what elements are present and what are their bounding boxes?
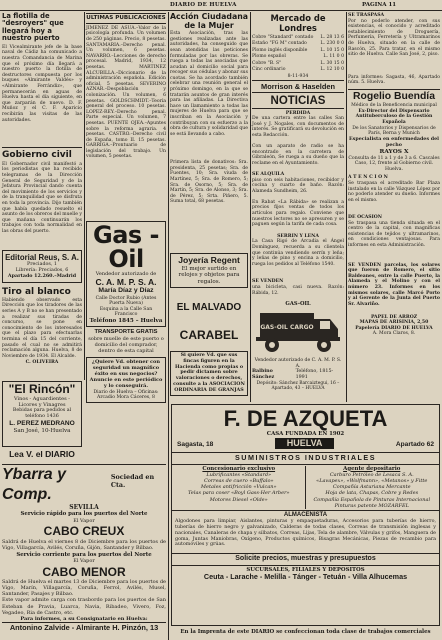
noticias-headline: NOTICIAS (252, 94, 344, 109)
gobierno-headline: Gobierno civil (2, 149, 72, 160)
gas-oil-vendor-row (252, 369, 344, 381)
perdida-label: PERDIDA (285, 110, 311, 116)
joyeria-regent-text: El mejor surtido en relojes y objetos para regalos. (178, 265, 240, 286)
accion-donations: Primera lista de donativos: Sra. presidenta, 25 pesetas; Sra. de Fuentes, 10; Sra. viuda de Martínez, 5; Sra. de Romero, 5; Sra. de Osorno, 5; Sra. de Martín, 5; Sra. de Alonso, 3; Sra. de Pérez, 5; Srta. Piñero, 5. Suma total, 68 pesetas. (170, 160, 248, 205)
gas-oil-vendor-phone: Teléfono, 1815-1991 (295, 369, 334, 381)
rogelio-rayos-x: RAYOS X (379, 148, 409, 155)
azqueta-name: F. DE AZQUETA (223, 406, 388, 431)
rabida-notice: En Rabat «La Rábida» se realizan a precios fijos ventas de todos los artículos para regalo. Conviene que nuestros lectores no se apresuren y se paguen según la tarifa de cada cosa. (252, 199, 344, 228)
metal-price: L. 28 13 6 (320, 34, 344, 40)
gas-oil-owner: María Díaz y Díaz (98, 287, 154, 295)
hallazgo-notice: Con un aparato de radio se ha encontrado en la carretera de Gibraleón, Se ruega a su dueño que la reclame en el Ayuntamiento. (252, 144, 344, 167)
transporte-notice (86, 329, 166, 354)
azqueta-address-row (172, 438, 439, 449)
list-item: Correas de cuero «Buffalo» (203, 478, 274, 485)
el-malvado-ad: EL MALVADO (176, 302, 242, 314)
azqueta-city: HUELVA (275, 438, 335, 449)
gas-oil-vendor-name: Balbino Sánchez (252, 368, 275, 381)
gas-oil-address-2: Esquina a la Calle San Francisco (99, 306, 153, 318)
ybarra-ship-1-details: Saldrá de Huelva el viernes 8 de Diciembre para los puertos de Vigo, Villagarcía, Avilés, Coruña, Gijón, Santander y Bilbao. (2, 538, 166, 551)
azqueta-concesionario-col (175, 466, 306, 509)
rogelio-specialty: Especialista en enfermedades del pecho (349, 135, 439, 148)
atencion-notice: Se traspasa el acreditado Bar Plaza instalado en la calle Vázquez López por no poderlo atender su dueño. Informes en el mismo. (348, 180, 440, 203)
ultimas-headline: ULTIMAS PUBLICACIONES (86, 13, 166, 24)
truck-illustration (252, 307, 344, 355)
gas-oil-title: Gas - Oil (93, 220, 159, 273)
list-item: Metales antifricción «Vulcan» (200, 484, 277, 491)
traspasa-info: Para informes: Sagasta, 46, Apartado núm. 5. Huelva. (348, 74, 440, 86)
list-item: Compañía Asturiana Mercante (332, 484, 411, 491)
metal-label: Plomo inglés disponible (252, 47, 308, 53)
column-rule (346, 12, 347, 402)
masthead-page-number: PAGINA 11 (362, 2, 397, 8)
joyeria-regent-ad (170, 253, 248, 288)
ybarra-shipping-ad (2, 464, 166, 640)
editorial-reus-ad (2, 250, 82, 283)
accion-headline: Acción Ciudadana de la Mujer (170, 12, 249, 30)
table-row (252, 67, 344, 73)
hacienda-ad: Si quiere Vd. que sus fincas figuren en la Hacienda como propias o pedir dictamen sobre valoraciones o derechos, consulte a la ASOCIACION ORDINARIA DE GRANJAS (170, 351, 248, 396)
rogelio-title-3: De los Sanatorios y Dispensarios de París, Berna y Munich (352, 125, 436, 137)
venden-parcelas-notice: SE VENDEN parcelas, los solares que fueron de Romero, el sitio Baldeanes, entre la calle Puerto, la Alameda y el Molino y con el número 23. Informes en los mismos solares, calle Marcó Porto y al Gerente de la Junta del Puerto Sr. Alvariño. (348, 262, 440, 307)
mapas-price: MAPAS DE ARISINIA, 2,50 (359, 320, 429, 326)
vende-headline: SE VENDEN (252, 279, 284, 285)
rogelio-name: Rogelio Buendía (353, 90, 435, 102)
perdida-notice: De una cartera entre las calles San José y J. Nogales, con documentos de interés. Se gratificará su devolución en esta Redacción. (252, 116, 344, 139)
column-rule (250, 12, 251, 402)
column-rule (168, 402, 169, 640)
el-rincon-address: San José, 10-Huelva (13, 428, 71, 435)
metal-price: L. 12 10 0 (320, 67, 344, 73)
editorial-reus-name: Editorial Reus, S. A. (5, 252, 79, 262)
rogelio-hours: Consulta de 11 a 1 y de 3 a 6. Cascales Caso, 12, frente al Gobierno civil. Huelva. (348, 155, 440, 172)
metal-label: Cinc ordinario (252, 67, 286, 73)
list-item: Hoja de lata, Chapas, Cobre y Redes (325, 490, 419, 497)
quiere-text: ¿Quiere Vd. obtener con seguridad un magnífico éxito en sus negocios? Anuncie en este periódico y lo conseguirá. (89, 359, 163, 390)
metal-price: L. 230 0 0 (320, 41, 344, 47)
vende-notice: una bicicleta, casi nueva. Razón: Rábida, 12. (252, 285, 344, 296)
ybarra-service-1: Servicio rápido para los puertos del Norte (20, 511, 148, 518)
azqueta-founded: CASA FUNDADA EN 1902 (266, 431, 345, 438)
gobierno-article: El Gobernador civil manifestó a los periodistas que ha recibido telegramas de la Dirección General de Seguridad y de la Jefatura Provincial dando cuenta del movimiento de los servicios y de la tranquilidad que se disfruta en toda la provincia. Dijo también que había quedado resuelto el asunto de los obreros del muelle y que mañana continuarán los trabajos con toda normalidad en las obras del puerto. (2, 161, 82, 234)
lea-diario-ad: Lea V. el DIARIO (9, 449, 75, 459)
gas-oil-vendor-label: Vendedor autorizado de (95, 270, 157, 277)
azqueta-sucursales-head: SUCURSALES, FILIALES Y DEPOSITOS (246, 566, 365, 573)
list-item: Lubrificantes «Standard» (206, 472, 272, 479)
ocasion-notice: Se traspasa una tienda situada en el centro de la capital, con magníficas existencias de tejidos y ultramarinos, en condiciones ventajosas. Para informes en esta Administración. (348, 220, 440, 248)
ybarra-company-type: Sociedad en Cta. (110, 473, 155, 489)
el-rincon-name: "El Rincón" (8, 382, 76, 396)
papeleria-name: Papelería DIARIO DE HUELVA (355, 325, 433, 331)
table-row (252, 35, 344, 41)
azqueta-right-head: Agente depositario (343, 465, 401, 472)
list-item: Carburo Petróleo de Lesaca S. A. (329, 472, 414, 479)
page-masthead (0, 0, 442, 11)
metal-price: L. 10 15 0 (320, 47, 344, 53)
mercado-table (252, 35, 344, 74)
tiro-signature: C. OLIVEIRA (25, 359, 59, 365)
table-row (252, 48, 344, 54)
ybarra-service-2: Servicio corriente para los puertos del Norte (16, 551, 152, 558)
azqueta-services (172, 465, 439, 510)
gas-oil-vendor-note: Vendedor autorizado de C. A. M. P. S. A. (254, 358, 342, 369)
column-3 (170, 13, 248, 401)
ybarra-consignee: Antonino Zalvide - Almirante H. Pinzón, 13 (2, 622, 166, 632)
ultimas-list: JIMENEZ DE ASUA.–Valor de la psicología profunda. Un volumen de 250 páginas. Precio, 8 pesetas. SANTAMARIA.–Derecho penal. Un volumen, 6 pesetas. NAVARRO.–Lecciones de derecho procesal. Madrid, 1934, 12 pesetas. MARTINEZ ALCUBILLA.–Diccionario de la administración española. Edición oficial, 5 pesetas. SEVERINO AZNAR.–Despoblación y colonización. Un volumen, 6 pesetas. GOLDSCHMIDT.–Teoría general del proceso. 10 pesetas. LOPEZ-REY.–Derecho penal. Parte especial. Un volumen, 7 pesetas. PUENTE OJEA.–Apuntes sobre la reforma agraria. 4 pesetas. CASTRO.–Derecho civil de España, tomo II. 15 pesetas. GARRIGA.–Prontuario de legislación del trabajo. Un volumen, 5 pesetas. (86, 25, 166, 160)
alquila-notice: piso con seis habitaciones, recibidor y cocina y cuarto de baño. Razón: Alameda Sundheim, 26. (252, 177, 344, 195)
column-4 (252, 13, 344, 401)
column-rule (168, 12, 169, 402)
ybarra-ship-2-extra: Este vapor admite carga con trasbordo para los puertos de San Esteban de Pravia, Luarca, Navia, Ribadeo, Vivero, Foz, Vegadeo, Ria de Castro, etc. (2, 597, 166, 616)
list-item: Compañía Española de Pinturas Internacional (313, 496, 431, 503)
tiro-headline: Tiro al blanco (2, 286, 71, 297)
truck-hub (269, 342, 275, 348)
el-rincon-phone: Bebidas para pedidos al teléfono 1436 (12, 408, 72, 420)
ybarra-header (2, 464, 166, 504)
column-2 (86, 13, 166, 401)
traspasa-headline: SE TRASPASA (348, 13, 385, 18)
accion-article: Esta Asociación, tras las gestiones realizadas ante las autoridades, ha conseguido que sean atendidas las peticiones formuladas por las obreras. Se ruega a todas las asociadas que acudan al domicilio social para recoger sus cédulas y abonar sus cuotas. Se ha acordado también celebrar una reunión general el próximo domingo, en la que se tratarán asuntos de gran interés para las afiliadas. La Directiva hace un llamamiento a todas las mujeres de Huelva para que se inscriban en la Asociación y contribuyan con su esfuerzo a la obra de cultura y solidaridad que se está llevando a cabo. (170, 31, 248, 137)
metal-label: Estaño "FG M" contado (252, 41, 307, 47)
joyeria-regent-name: Joyería Regent (178, 255, 240, 266)
metal-price: L. 11 0 0 (323, 54, 344, 60)
rogelio-title-1: Médico de la Beneficencia municipal (351, 103, 437, 109)
mercado-date: 8-11-934 (287, 74, 309, 80)
gas-oil-phone: Teléfono 1845 – Huelva (89, 317, 163, 324)
serrin-headline: SERRIN Y LENA (277, 233, 319, 239)
el-rincon-ad (2, 381, 82, 447)
ybarra-ship-2-details: Saldrá de Huelva el martes 13 de Diciembre para los puertos de Vigo, Marín, Villagarcía, Coruña, Ferrol, Avilés, Musel, Santander, Pasajes y Bilbao. (2, 579, 166, 598)
traspasa-notice: Por no poderlo atender, con sus existencias, el conocido y acreditado establecimiento de Droguería, Perfumería, Ferretería y Ultramarinos de Huelva, situado en la calle de Rascón, 25. Para tratar, en el mismo sitio de Huelva. Calle San José, 2, piso. (348, 18, 440, 58)
column-5 (348, 13, 440, 401)
morrison-haselden: Morrison & Haselden (252, 80, 344, 93)
editorial-reus-box: Apartado 12.260.–Madrid (7, 273, 77, 280)
ybarra-ship-1: CABO CREUX (43, 524, 125, 539)
mercado-headline: Mercado de Londres (270, 13, 326, 34)
gas-oil-address-1: Calle Doctor Rubio (Antes Puerta Nueva) (95, 295, 157, 307)
papel-arroz-headline: PAPEL DE ARROZ (370, 314, 418, 320)
list-item: Motores Diesel «Olde» (209, 496, 268, 503)
ybarra-name: Ybarra y Comp. (2, 466, 67, 503)
imprenta-notice: En la Imprenta de este DIARIO se confeccionan toda clase de trabajos comerciales (180, 629, 431, 635)
section-divider (2, 147, 82, 148)
azqueta-agente-col (306, 466, 437, 509)
azqueta-po-box: Apartado 62 (395, 440, 434, 448)
list-item: «Lavapex», «Wolfmann», «Metanos» y Fitte (316, 478, 428, 485)
serrin-notice: La Casa Rigó de Arcadia el Ángel Domínguez, recuerda a su clientela que continúa vendiendo serrín y leña; y leñas de pino y encina a domicilio, ruega los pedidos al Teléfono 1540. (252, 239, 344, 267)
quiere-ad (86, 357, 166, 403)
metal-label: Plomo español (252, 54, 286, 60)
gas-oil-diaz-ad (86, 221, 166, 327)
gas-oil-company: C. A. M. P. S. A. (95, 276, 157, 287)
flotilla-article: El Vicealmirante jefe de la base naval de Cádiz ha comunicado a nuestra Comandancia de Marina que el próximo día llegará a nuestro puerto la flotilla de destructores compuesta por los buques «Almirante Valdés» y «Almirante Ferrándiz», que permanecerán en aguas de Huelva hasta el día siguiente, en que zarparán de nuevo. D. F. Muñoz y el C. F. Aparicio recibirán las visitas de las autoridades. (2, 44, 82, 123)
azqueta-left-head: Concesionario exclusivo (202, 465, 276, 472)
atencion-headline: A T E N C I O N (348, 175, 388, 181)
table-row (252, 54, 344, 60)
ybarra-city: SEVILLA (69, 504, 99, 512)
list-item: Telas para coser «Boyl Gass-Her Arber» (187, 490, 290, 497)
ybarra-info: Para informes, a su Consignatario en Huelva: (20, 615, 148, 622)
gas-oil-label: GAS-OIL (285, 301, 311, 308)
tiro-article: Habiendo observado esta Dirección que los tiradores de las series A y B no se han presentado a realizar sus tiradas de concurso, se pone en conocimiento de los interesados que el plazo para efectuarlas termina el día 15 del corriente, pasado el cual no se admitirá reclamación alguna. Huelva, 8 de Noviembre de 1934. El Alcalde. (2, 297, 82, 359)
column-1 (2, 13, 82, 380)
azqueta-solicite: Solicite precios, muestras y presupuestos (172, 553, 439, 566)
metal-price: L. 30 15 0 (320, 60, 344, 66)
ocasion-headline: DE OCASION (348, 214, 382, 220)
table-row (252, 61, 344, 67)
transporte-text: sobre muelle de este puerto o domicilio del comprador, dentro de esta capital (88, 335, 164, 354)
ybarra-vapor-label-2: El Vapor (73, 558, 95, 565)
metal-label: Cobre "B. S" (252, 60, 282, 66)
transporte-headline: TRANSPORTE GRATIS (94, 328, 158, 335)
alquila-headline: SE ALQUILA (252, 172, 285, 178)
truck-window (320, 321, 330, 329)
rogelio-title-2: Ex-Director del Dispensario Antituberculoso de la Gestión Española (355, 108, 433, 126)
masthead-newspaper-name: DIARIO DE HUELVA (170, 2, 237, 8)
azqueta-sucursales-list: Ceuta - Larache - Melilla - Tánger - Tetuán - Villa Alhucemas (203, 572, 408, 582)
truck-tank-lettering: GAS-OIL CARGO (260, 324, 314, 332)
column-rule (84, 12, 85, 380)
metal-label: Cobre "Standard" contado (252, 34, 314, 40)
azqueta-street: Sagasta, 18 (177, 440, 214, 448)
editorial-reus-library: Librería: Preciados, 6 (15, 268, 69, 274)
truck-hub (321, 342, 327, 348)
carabel-ad: CARABEL (179, 328, 239, 343)
el-rincon-products: Vinos - Aguardientes - Licores y Vinagres (14, 396, 70, 409)
list-item: Pinturas patente MOZARFEL (334, 502, 409, 509)
ybarra-ship-2: CABO MENOR (42, 564, 126, 579)
table-row (252, 41, 344, 47)
gas-oil-vendor-deposit: Depósito: Sánchez Barcaiztegui, 16 – Apartado, 43 – HUELVA (256, 380, 340, 392)
el-rincon-owner: L. PEREZ MEDRANO (9, 420, 75, 428)
ybarra-vapor-label: El Vapor (73, 517, 95, 524)
azqueta-almacen-head: ALMACENISTA (172, 510, 439, 519)
rogelio-buendia-ad (348, 89, 440, 173)
azqueta-banner: SUMINISTROS INDUSTRIALES (172, 452, 439, 465)
papeleria-address: A. Mora Claros, 8. (372, 331, 416, 337)
diario-offices: Diario de Huelva – Oficinas: Arcadio Mora Cáceres, 8 (93, 389, 159, 401)
azqueta-almacen-text: Algodones para limpiar, Aislantes, pinturas y empaquetaduras, Accesorios para tuberías de hierro, tuberías de hierro negro y galvanizado, Calderas de todas clases, Correas de transmisión inglesas y nacionales, Canaleras de chapa y silbatos, Correas, Lijas, Tela de alambre, Válvulas y grifos, Manguera de goma, Juntas Maniobras, Oxígeno, Productos químicos, Bisagras Mecánicas, Piezas de recambio para automóviles y grúas. (175, 519, 436, 548)
flotilla-headline: La flotilla de "desroyers" que llegará hoy a nuestro puerto (2, 12, 64, 43)
editorial-reus-address: Preciados, 1 (27, 262, 57, 268)
azqueta-ad (171, 404, 440, 626)
